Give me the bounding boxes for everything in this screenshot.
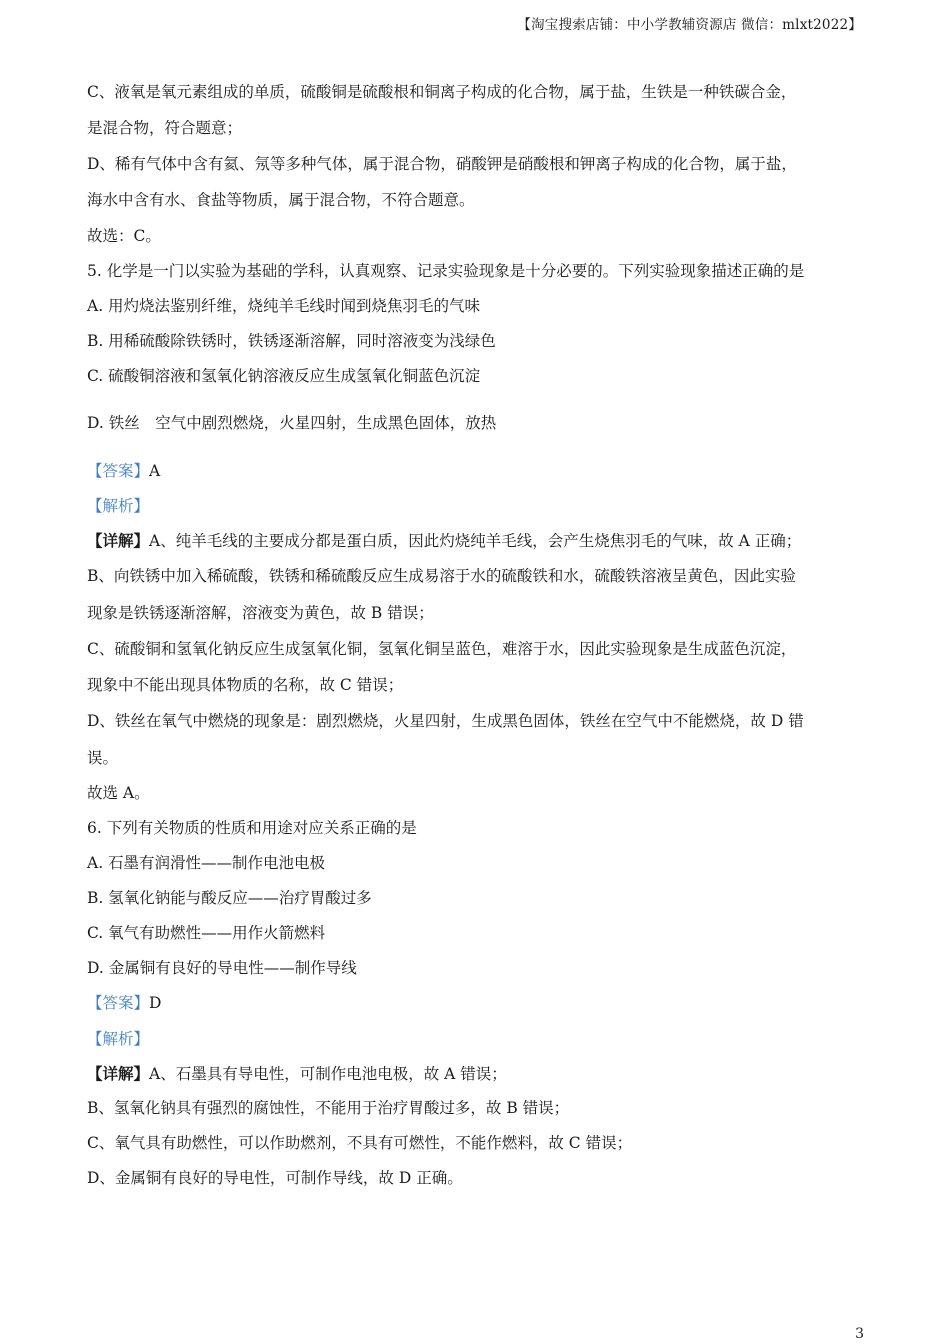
q4-option-d-explanation-line1: D、稀有气体中含有氦、氖等多种气体，属于混合物，硝酸钾是硝酸根和钾离子构成的化合物，属于盐， (87, 155, 797, 173)
q5-detail (87, 531, 801, 551)
q5-answer-value: A (149, 462, 161, 480)
q5-stem: 5. 化学是一门以实验为基础的学科，认真观察、记录实验现象是十分必要的。下列实验现象描述正确的是 (87, 262, 805, 280)
analysis-label: 【解析】 (87, 497, 150, 515)
q4-option-c-explanation-line1: C、液氧是氧元素组成的单质，硫酸铜是硫酸根和铜离子构成的化合物，属于盐，生铁是一种铁碳合金， (87, 83, 797, 101)
q5-analysis (87, 496, 149, 516)
q5-option-c: C. 硫酸铜溶液和氢氧化钠溶液反应生成氢氧化铜蓝色沉淀 (87, 367, 481, 385)
q6-analysis (87, 1029, 149, 1049)
q6-detail (87, 1064, 507, 1084)
q5-explanation-d-line1: D、铁丝在氧气中燃烧的现象是：剧烈燃烧，火星四射，生成黑色固体，铁丝在空气中不能燃烧，故 D 错 (87, 712, 804, 730)
answer-label: 【答案】 (87, 462, 150, 480)
q6-detail-text: A、石墨具有导电性，可制作电池电极，故 A 错误； (149, 1065, 507, 1083)
q5-option-a: A. 用灼烧法鉴别纤维，烧纯羊毛线时闻到烧焦羽毛的气味 (87, 297, 481, 315)
q5-explanation-b-line1: B、向铁锈中加入稀硫酸，铁锈和稀硫酸反应生成易溶于水的硫酸铁和水，硫酸铁溶液呈黄色，因此实验 (87, 567, 796, 585)
page-header: 【淘宝搜索店铺：中小学教辅资源店 微信：mlxt2022】 (517, 17, 862, 33)
q5-explanation-b-line2: 现象是铁锈逐渐溶解，溶液变为黄色，故 B 错误； (87, 604, 434, 622)
q5-option-b: B. 用稀硫酸除铁锈时，铁锈逐渐溶解，同时溶液变为浅绿色 (87, 332, 496, 350)
q6-answer-value: D (149, 994, 162, 1012)
q6-explanation-d: D、金属铜有良好的导电性，可制作导线，故 D 正确。 (87, 1169, 463, 1187)
analysis-label: 【解析】 (87, 1030, 150, 1048)
q6-explanation-c: C、氧气具有助燃性，可以作助燃剂，不具有可燃性，不能作燃料，故 C 错误； (87, 1134, 633, 1152)
q6-stem: 6. 下列有关物质的性质和用途对应关系正确的是 (87, 819, 417, 837)
q6-option-c: C. 氧气有助燃性——用作火箭燃料 (87, 924, 326, 942)
q5-option-d: D. 铁丝 空气中剧烈燃烧，火星四射，生成黑色固体，放热 (87, 414, 497, 432)
q5-explanation-c-line1: C、硫酸铜和氢氧化钠反应生成氢氧化铜，氢氧化铜呈蓝色，难溶于水，因此实验现象是生成蓝色沉淀， (87, 640, 797, 658)
q6-explanation-b: B、氢氧化钠具有强烈的腐蚀性，不能用于治疗胃酸过多，故 B 错误； (87, 1099, 570, 1117)
q5-explanation-c-line2: 现象中不能出现具体物质的名称，故 C 错误； (87, 676, 404, 694)
q6-option-b: B. 氢氧化钠能与酸反应——治疗胃酸过多 (87, 889, 372, 907)
page-number: 3 (855, 1326, 864, 1342)
q4-option-c-explanation-line2: 是混合物，符合题意； (87, 119, 243, 137)
q5-explanation-d-line2: 误。 (87, 749, 119, 767)
q6-answer (87, 993, 161, 1013)
q4-final-choice: 故选：C。 (87, 227, 161, 245)
answer-label: 【答案】 (87, 994, 150, 1012)
q6-option-a: A. 石墨有润滑性——制作电池电极 (87, 854, 326, 872)
q5-answer (87, 461, 160, 481)
detail-label: 【详解】 (87, 1064, 150, 1083)
q5-detail-text: A、纯羊毛线的主要成分都是蛋白质，因此灼烧纯羊毛线，会产生烧焦羽毛的气味，故 A 正确； (149, 532, 802, 550)
q4-option-d-explanation-line2: 海水中含有水、食盐等物质，属于混合物，不符合题意。 (87, 191, 475, 209)
q5-final-choice: 故选 A。 (87, 784, 150, 802)
detail-label: 【详解】 (87, 531, 150, 550)
q6-option-d: D. 金属铜有良好的导电性——制作导线 (87, 959, 357, 977)
